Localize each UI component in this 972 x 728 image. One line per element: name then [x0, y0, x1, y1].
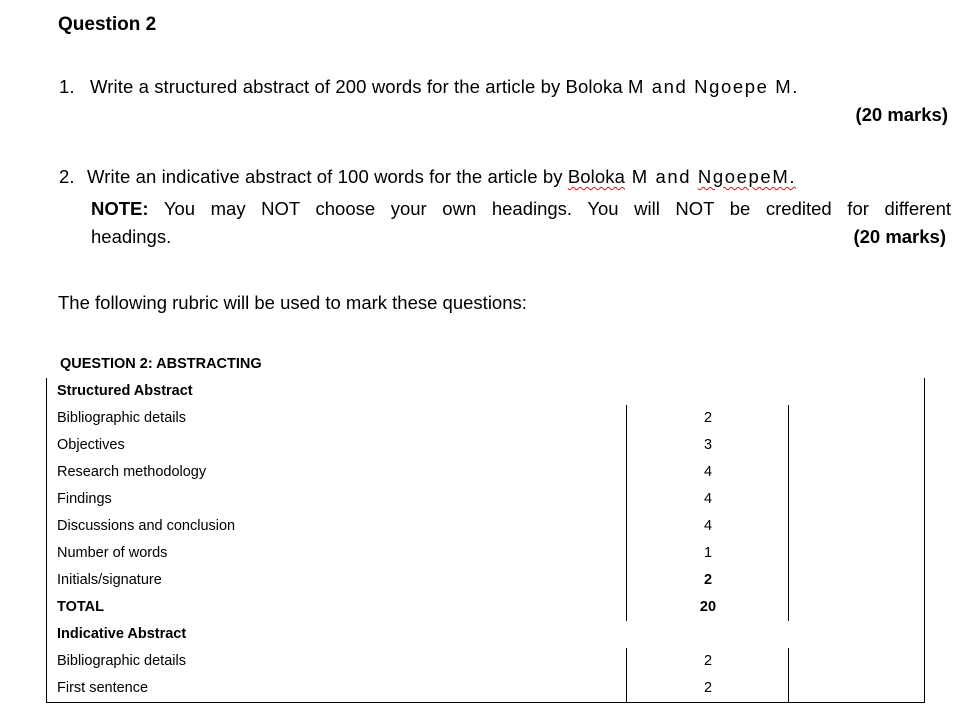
rubric-intro: The following rubric will be used to mark these questions: — [58, 292, 527, 313]
rubric-section-structured — [46, 378, 925, 405]
table-row — [46, 540, 925, 567]
question-2-number: 2. — [59, 166, 75, 187]
row-label: Objectives — [57, 437, 125, 453]
row-score: 2 — [703, 653, 713, 669]
spellcheck-word-boloka[interactable]: Boloka — [567, 166, 625, 187]
row-score: 4 — [703, 518, 713, 534]
column-divider — [788, 513, 789, 540]
row-label: Initials/signature — [57, 572, 162, 588]
table-row — [46, 675, 925, 702]
row-label: Number of words — [57, 545, 168, 561]
table-row — [46, 513, 925, 540]
row-label: Findings — [57, 491, 112, 507]
row-label: Discussions and conclusion — [57, 518, 236, 534]
question-2-marks: (20 marks) — [853, 226, 946, 247]
question-2-middle — [625, 166, 698, 187]
row-score: 2 — [703, 680, 713, 696]
note-label: NOTE: — [91, 198, 149, 219]
question-1-text: Write a structured abstract of 200 words for the article by Boloka — [90, 76, 623, 97]
table-row — [46, 459, 925, 486]
row-label: Indicative Abstract — [57, 626, 187, 642]
total-label: TOTAL — [57, 599, 104, 615]
row-score: 4 — [703, 491, 713, 507]
table-row — [46, 432, 925, 459]
note-text: You may NOT choose your own headings. You will NOT be credited for different — [163, 198, 951, 219]
column-divider — [788, 648, 789, 675]
row-label: Bibliographic details — [57, 410, 186, 426]
column-divider — [788, 675, 789, 702]
rubric-table — [46, 378, 925, 703]
total-score: 20 — [699, 599, 717, 615]
question-title: Question 2 — [58, 14, 157, 35]
row-label: Structured Abstract — [57, 383, 193, 399]
table-row — [46, 486, 925, 513]
column-divider — [788, 432, 789, 459]
rubric-total-row — [46, 594, 925, 621]
row-label: Research methodology — [57, 464, 207, 480]
table-row — [46, 405, 925, 432]
column-divider — [788, 540, 789, 567]
row-label: Bibliographic details — [57, 653, 186, 669]
spellcheck-word-ngoepe[interactable]: NgoepeM. — [697, 166, 797, 187]
table-row — [46, 567, 925, 594]
question-2-text: Write an indicative abstract of 100 words for the article by — [87, 166, 563, 187]
question-1-authors: M and Ngoepe M. — [627, 76, 800, 97]
question-1-number: 1. — [59, 76, 75, 97]
row-score: 1 — [703, 545, 713, 561]
row-score: 3 — [703, 437, 713, 453]
question-2-and-text: M and — [631, 166, 692, 187]
question-1-marks: (20 marks) — [855, 104, 948, 125]
row-score: 2 — [703, 572, 713, 588]
column-divider — [788, 567, 789, 594]
rubric-section-indicative — [46, 621, 925, 648]
note-text-continued: headings. — [91, 226, 172, 247]
column-divider — [788, 405, 789, 432]
question-1 — [59, 76, 799, 98]
question-2-note — [91, 198, 951, 220]
rubric-table-title: QUESTION 2: ABSTRACTING — [60, 356, 262, 372]
question-2 — [59, 166, 796, 188]
row-score: 4 — [703, 464, 713, 480]
column-divider — [788, 486, 789, 513]
row-label: First sentence — [57, 680, 149, 696]
column-divider — [788, 594, 789, 621]
table-row — [46, 648, 925, 675]
column-divider — [788, 459, 789, 486]
row-score: 2 — [703, 410, 713, 426]
